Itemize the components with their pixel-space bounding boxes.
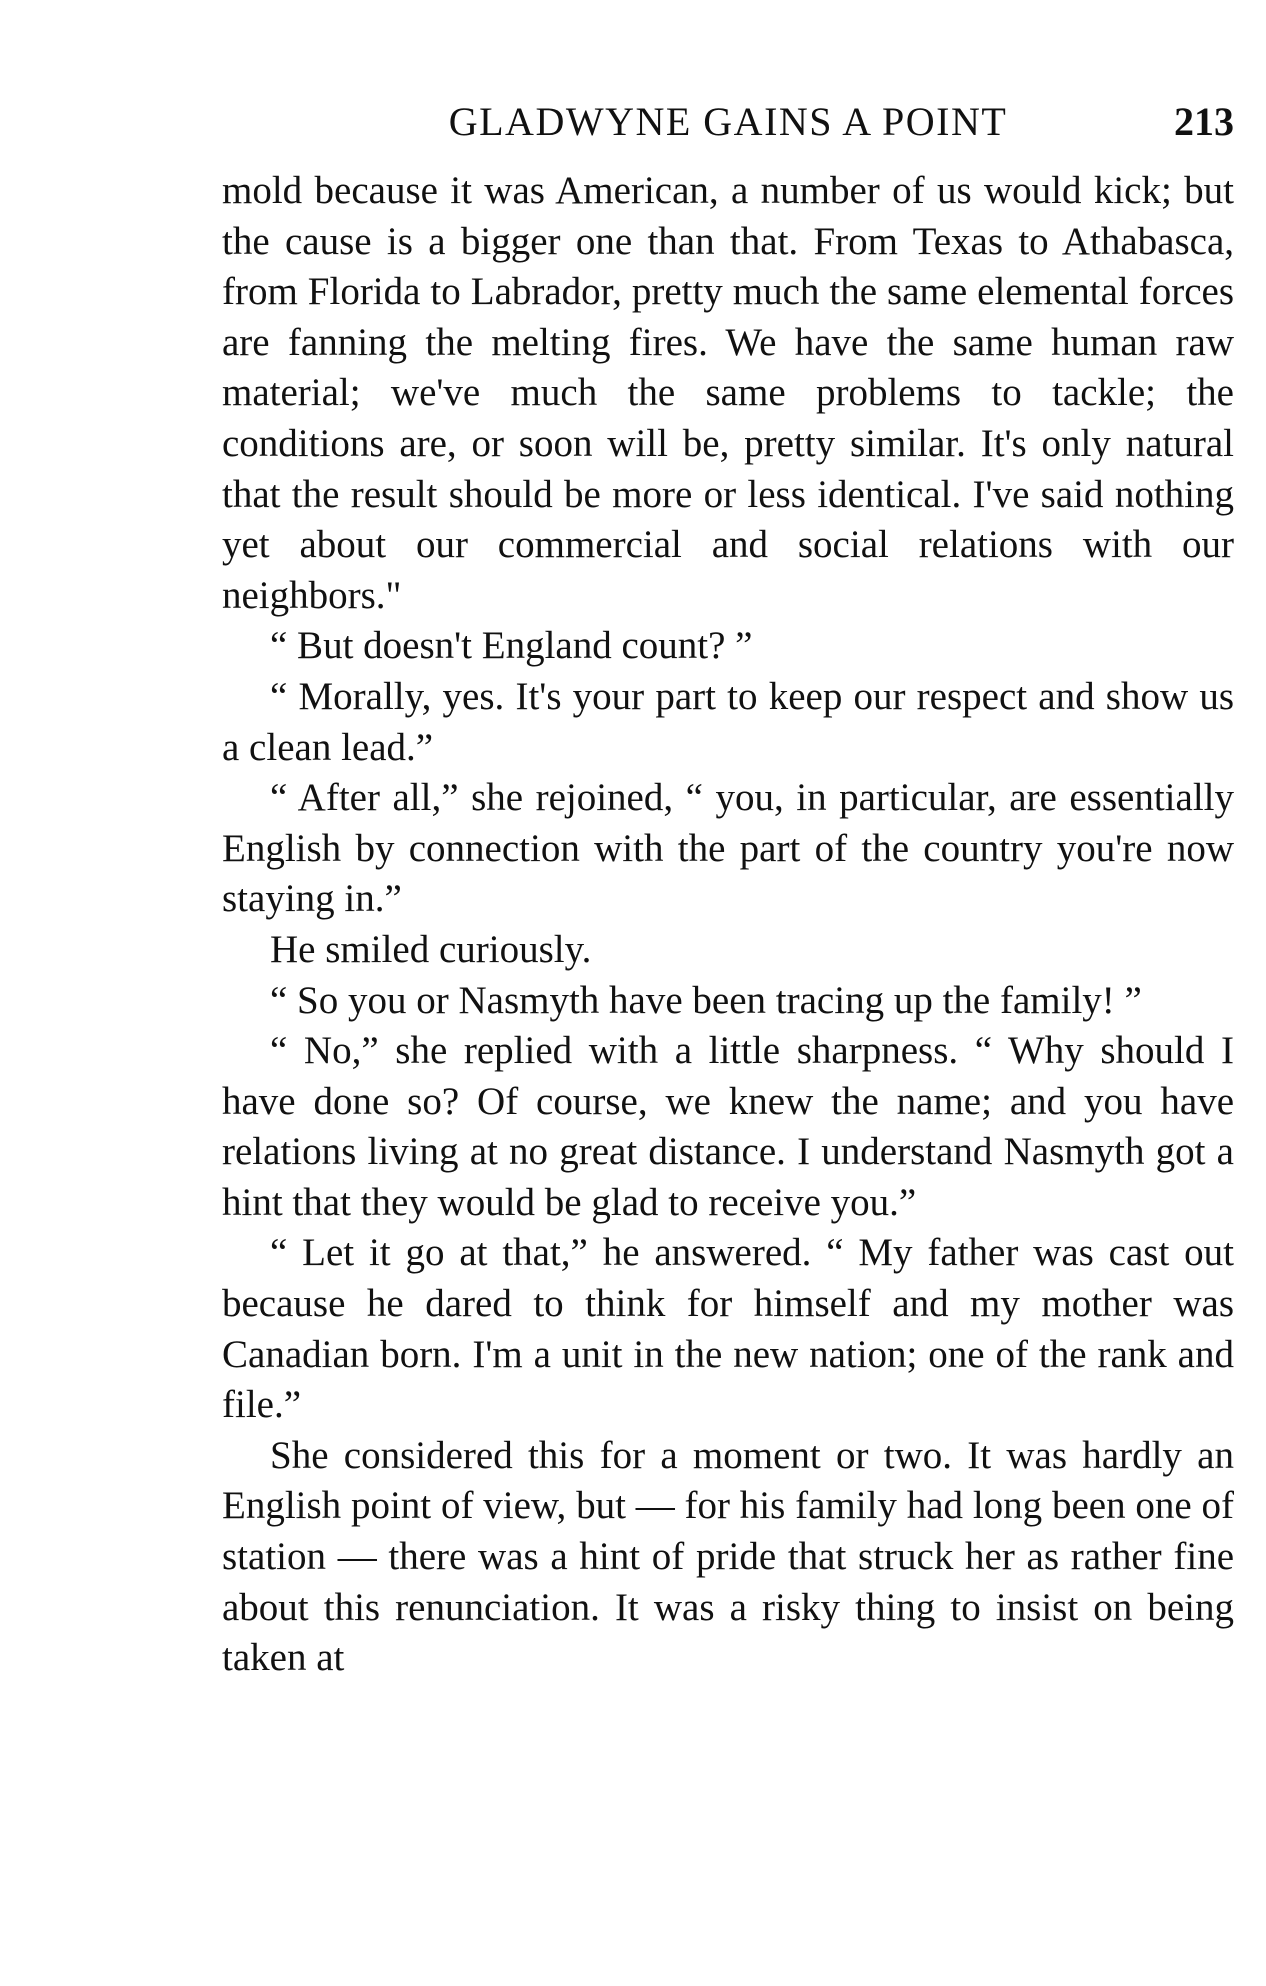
page-number: 213 (1174, 99, 1234, 144)
body-text (222, 166, 1234, 1684)
book-page (222, 96, 1234, 1684)
paragraph: “ Let it go at that,” he answered. “ My father was cast out because he dared to think for himself and my mother was Canadian born. I'm a unit in the new nation; one of the rank and file.” (222, 1231, 1234, 1427)
paragraph: “ No,” she replied with a little sharpness. “ Why should I have done so? Of course, we knew the name; and you have relations living at no great distance. I understand Nasmyth got a hint that they would be glad to receive you.” (222, 1029, 1234, 1224)
running-head: GLADWYNE GAINS A POINT (448, 99, 1008, 144)
paragraph: mold because it was American, a number of us would kick; but the cause is a bigger one than that. From Texas to Athabasca, from Florida to Labrador, pretty much the same elemental forces are fanning the melting fires. We have the same human raw material; we've much the same problems to tackle; the conditions are, or soon will be, pretty similar. It's only natural that the result should be more or less identical. I've said nothing yet about our commercial and social relations with our neighbors." (222, 169, 1234, 617)
paragraph: He smiled curiously. (270, 927, 592, 971)
paragraph: “ Morally, yes. It's your part to keep our respect and show us a clean lead.” (222, 674, 1234, 769)
paragraph: She considered this for a moment or two. It was hardly an English point of view, but — for his family had long been one of station — there was a hint of pride that struck her as rather fine about this renunciation. It was a risky thing to insist on being taken at (222, 1433, 1234, 1680)
paragraph: “ So you or Nasmyth have been tracing up the family! ” (270, 978, 1142, 1022)
paragraph: “ But doesn't England count? ” (270, 624, 753, 668)
page-header (222, 96, 1234, 156)
paragraph: “ After all,” she rejoined, “ you, in particular, are essentially English by connection with the part of the country you're now staying in.” (222, 776, 1234, 921)
